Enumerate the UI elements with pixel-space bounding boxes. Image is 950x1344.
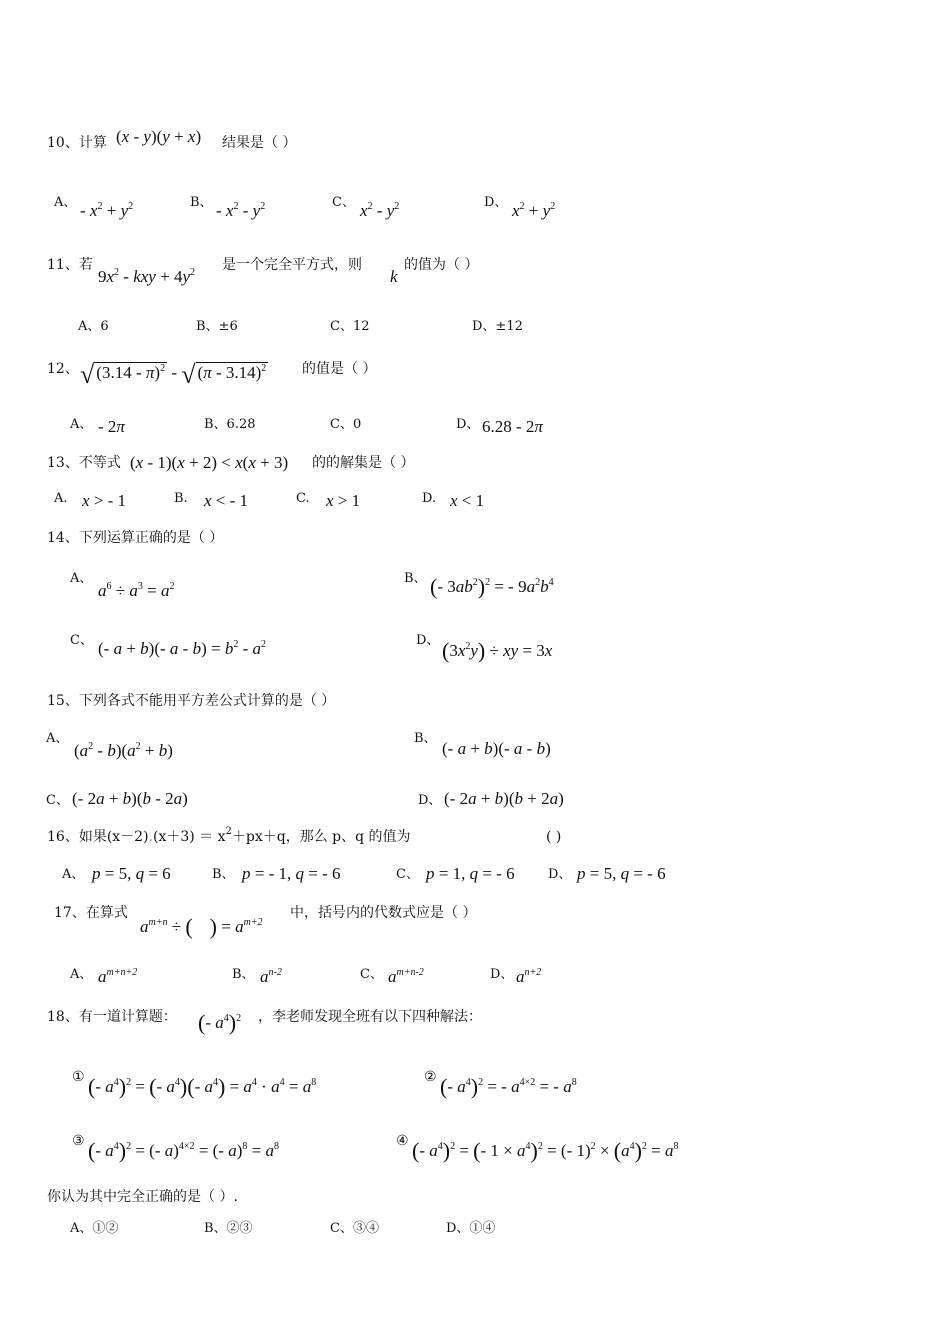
q10-option-a-label: A、 [54,195,77,210]
q17-option-d: $a^{n+2}$ [516,967,542,986]
q15-option-d-label: D、 [418,793,442,808]
q18-mark-1: ① [72,1069,85,1085]
q12-option-d: 6.28 - 2π [482,417,543,436]
q17-option-c-label: C、 [360,967,383,982]
q17-option-a: $a^{m+n+2}$ [98,967,138,986]
q16-option-d-label: D、 [548,867,572,882]
q16-option-b-label: B、 [212,867,235,882]
q18-mark-4: ④ [396,1133,409,1149]
q17-option-b: $a^{n-2}$ [260,967,282,986]
q18-tail: ，李老师发现全班有以下四种解法： [258,1009,482,1025]
q15-option-b-label: B、 [414,731,437,746]
q12-option-b: B、6.28 [204,417,256,432]
q17-number: 17、在算式 [54,905,128,921]
q16-stem: 16、如果$(x-2).(x+3) = x^2+px+q$，那么 p、q 的值为 [47,826,411,845]
q16-answer-paren: ( ) [546,829,562,845]
q18-mark-3: ③ [72,1133,85,1149]
q13-number: 13、不等式 [47,455,121,471]
q16-option-c: p = 1, q = - 6 [426,864,515,883]
q10-number: 10、计算 [47,135,107,151]
q11-option-c: C、12 [330,319,370,334]
q13-option-d-label: D. [422,491,437,506]
q14-option-c: (- a + b)(- $a - b) = b^2 - a^2$ [98,639,266,658]
q17-option-b-label: B、 [232,967,255,982]
q18-expression: (- $a^4)^2$ [198,1010,242,1035]
q15-option-a: $(a^2 - b)(a^2 + b)$ [74,741,173,760]
q15-option-c-label: C、 [46,793,69,808]
q13-option-b-label: B. [174,491,188,506]
q15-option-b: (- a + b)(- a - b) [442,739,551,758]
q10-option-a: - $x^2 + y^2$ [80,201,134,220]
q14-option-a-label: A、 [70,571,93,586]
q17-tail: 中，括号内的代数式应是（ ） [290,905,477,921]
q10-option-b: - $x^2 - y^2$ [216,201,266,220]
q15-option-d: (- 2a + b)(b + 2a) [444,789,564,808]
q15-option-c: (- 2a + b)(b - 2a) [72,789,188,808]
q18-option-d: D、①④ [446,1221,496,1236]
q16-option-a-label: A、 [62,867,85,882]
q16-option-d: p = 5, q = - 6 [577,864,666,883]
q17-option-d-label: D、 [490,967,514,982]
q16-dot-mark: . [148,829,153,845]
q18-solution-2: (- $a^4)^2$ = - $a^{4\times 2}$ = - $a^8$ [440,1074,577,1099]
q14-stem: 14、下列运算正确的是（ ） [47,530,224,546]
q11-option-d: D、±12 [472,319,523,334]
q10-tail: 结果是（ ） [222,135,297,151]
q13-option-b: x < - 1 [204,491,249,510]
q18-solution-1: (- $a^4)^2$ = (- $a^4)(-$ $a^4) = a^4 \cdot a^4 = a^8$ [88,1074,317,1099]
q10-option-d: $x^2 + y^2$ [512,201,556,220]
q17-option-a-label: A、 [70,967,93,982]
q17-expression: $a^{m+n}$ ÷ ( ) = $a^{m+2}$ [140,914,263,939]
q16-option-c-label: C、 [396,867,419,882]
q14-option-b: (- $3ab^2)^2$ = - $9a^2b^4$ [430,574,554,599]
q18-mark-2: ② [424,1069,437,1085]
q13-option-a-label: A. [54,491,68,506]
q11-mid: 是一个完全平方式，则 [222,257,362,273]
q14-option-c-label: C、 [70,633,93,648]
q13-expression: (x - 1)(x + 2) < x(x + 3) [130,453,289,472]
q11-variable-k: k [390,267,398,286]
q10-option-c-label: C、 [332,195,355,210]
q12-option-c: C、0 [330,417,362,432]
q11-number: 11、若 [47,257,93,273]
q12-option-d-label: D、 [456,417,480,432]
q18-option-c: C、③④ [330,1221,379,1236]
q18-solution-3: (- $a^4)^2$ = (- a)$^{4\times 2}$ = (- $a)^8 = a^8$ [88,1138,279,1163]
q13-option-d: x < 1 [450,491,485,510]
q18-question: 你认为其中完全正确的是（ ）. [47,1189,238,1205]
q17-option-c: $a^{m+n-2}$ [388,967,424,986]
q15-stem: 15、下列各式不能用平方差公式计算的是（ ） [47,693,336,709]
q18-solution-4: (- $a^4)^2$ = (- $1 \times a^4)^2$ = (- $1)^2 \times (a^4)^2 = a^8$ [412,1138,679,1163]
q18-option-b: B、②③ [204,1221,253,1236]
q10-option-b-label: B、 [190,195,213,210]
q15-option-a-label: A、 [46,731,69,746]
q12-option-a: - 2π [98,417,125,436]
q14-option-a: $a^6 \div a^3 = a^2$ [98,581,175,600]
q16-option-a: p = 5, q = 6 [92,864,171,883]
q13-option-a: x > - 1 [82,491,127,510]
q10-stem [47,136,107,150]
q12-tail: 的值是（ ） [302,361,377,377]
q10-option-c: $x^2 - y^2$ [360,201,400,220]
q12-option-a-label: A、 [70,417,93,432]
q11-tail: 的值为（ ） [404,257,479,273]
q10-option-d-label: D、 [484,195,508,210]
q13-tail: 的的解集是（ ） [312,455,415,471]
q18-option-a: A、①② [70,1221,119,1236]
q13-option-c-label: C. [296,491,310,506]
q14-option-b-label: B、 [404,571,427,586]
q14-option-d-label: D、 [416,633,440,648]
q18-number: 18、有一道计算题： [47,1009,177,1025]
q16-option-b: p = - 1, q = - 6 [242,864,341,883]
q14-option-d: $(3x^2y)$ ÷ xy = 3x [442,638,553,663]
q11-option-b: B、±6 [196,319,238,334]
q13-option-c: x > 1 [326,491,361,510]
q12-expression: √ (3.14 - π)$^2$ - √ (π - 3.14)$^2$ [80,360,267,389]
q11-expression: $9x^2$ - kxy + $4y^2$ [98,267,195,286]
q10-expression: (x - y)(y + x) [116,127,202,146]
q11-option-a: A、6 [78,319,109,334]
q12-number: 12、 [47,361,79,377]
